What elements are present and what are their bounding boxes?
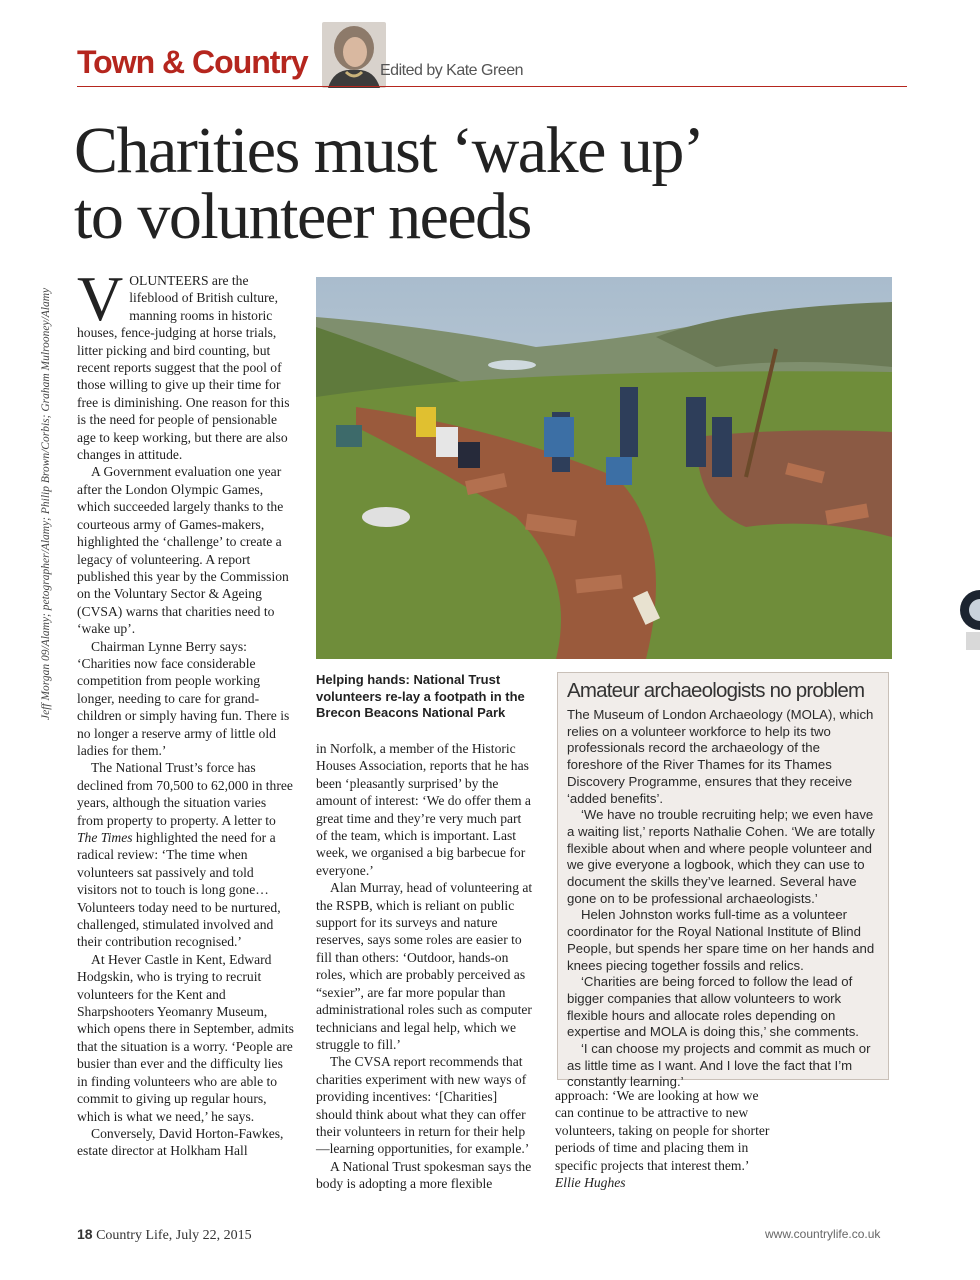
section-rule [77,86,907,87]
sidebar-paragraph: The Museum of London Archaeology (MOLA), which relies on a volunteer workforce to help its two professionals record the archaeology of the foreshore of the River Thames for its Thames Discovery Programme, ensures that they receive ‘added benefits’. [567,707,874,806]
photo-credit: Jeff Morgan 09/Alamy; petographer/Alamy; Philip Brown/Corbis; Graham Mulrooney/Alamy [40,287,52,720]
sidebar-paragraph: Helen Johnston works full-time as a volunteer coordinator for the Royal National Institute of Blind People, but spends her spare time on her hands and knees piecing together fossils and relics. [567,907,875,973]
article-paragraph: A Government evaluation one year after the London Olympic Games, which succeeded largely thanks to the courteous army of Games-makers, highlighted the ‘challenge’ to create a legacy of volunteering. A report published this year by the Commission on the Voluntary Sector & Ageing (CVSA) warns that charities need to ‘wake up’. [77,464,289,637]
page-edge-image [958,580,980,650]
author-signoff: Ellie Hughes [555,1175,626,1191]
article-paragraph: VOLUNTEERS are the lifeblood of British culture, manning rooms in historic houses, fence-judging at horse trials, litter picking and bird counting, but recent reports suggest that the pool of those willing to give up their time for free is diminishing. One reason for this is the need for people of pensionable age to keep working, but there are also changes in attitude. [77,263,290,463]
headline-line-1: Charities must ‘wake up’ [74,114,704,187]
article-paragraph: Chairman Lynne Berry says: ‘Charities now face considerable competition from people working longer, needing to care for grand-children or simply having fun. There is no longer a reserve army of little old ladies for them.’ [77,638,290,758]
sidebar-box [557,672,889,1090]
publication-date: Country Life, July 22, 2015 [92,1228,252,1243]
article-paragraph: Conversely, David Horton-Fawkes, estate director at Holkham Hall [77,1125,284,1159]
article-paragraph: At Hever Castle in Kent, Edward Hodgskin, who is trying to recruit volunteers for the Kent and Sharpshooters Yeomanry Museum, which opens there in September, admits that the situation is a worry. ‘People are busier than ever and the difficulty lies in finding volunteers who are able to commit to giving up regular hours, which is what we need,’ he says. [77,951,294,1124]
article-paragraph: The CVSA report recommends that charities experiment with new ways of providing incentives: ‘[Charities] should think about what they can offer their volunteers in return for their help—learning opportunities, for example.’ [316,1054,530,1157]
page-number: 18 [77,1226,93,1242]
drop-cap: V [77,263,124,334]
photo-caption: Helping hands: National Trust volunteers re-lay a footpath in the Brecon Beacons National Park [316,672,525,720]
section-title: Town & Country [77,44,308,80]
editor-credit: Edited by Kate Green [380,62,523,79]
volunteers-photo [316,277,892,659]
article-paragraph: Alan Murray, head of volunteering at the RSPB, which is reliant on public support for its surveys and nature reserves, says some roles are easier to fill than others: ‘Outdoor, hands-on roles, which are probably perceived as “sexier”, are far more popular than administrational roles such as computer technicians and legal help, which we struggle to fill.’ [316,880,533,1052]
sidebar-title: Amateur archaeologists no problem [567,679,865,702]
website-url: www.countrylife.co.uk [765,1227,881,1241]
article-paragraph: approach: ‘We are looking at how we can continue to be attractive to new volunteers, taking on people for shorter periods of time and placing them in specific projects that interest them.’ [555,1088,770,1173]
article-paragraph: A National Trust spokesman says the body is adopting a more flexible [316,1158,532,1192]
sidebar-paragraph: ‘Charities are being forced to follow the lead of bigger companies that allow volunteers to work flexible hours and allocate roles depending on expertise and MOLA is doing this,’ she comments. [567,974,859,1040]
sidebar-paragraph: ‘We have no trouble recruiting help; we even have a waiting list,’ reports Nathalie Cohen. ‘We are totally flexible about when and where people volunteer and we give everyone a logbook, which they can use to document the skills they’ve learned. Several have gone on to be professional archaeologists.’ [567,807,875,906]
sidebar-paragraph: ‘I can choose my projects and commit as much or as little time as I want. And I love the fact that I’m constantly learning.’ [567,1041,871,1090]
article-column-2 [316,740,535,1193]
article-paragraph: in Norfolk, a member of the Historic Houses Association, reports that he has been ‘pleasantly surprised’ by the amount of interest: ‘We do offer them a great time and they’re very much part of the team, which is important. Last week, we organised a big barbecue for everyone.’ [316,741,531,878]
headline-line-2: to volunteer needs [74,180,531,253]
article-column-1 [77,263,295,1160]
article-column-3 [555,1087,775,1191]
headline [74,114,914,253]
article-paragraph: The National Trust’s force has declined from 70,500 to 62,000 in three years, although the situation varies from property to property. A letter to The Times highlighted the need for a radical review: ‘The time when volunteers sat passively and told visitors not to touch is long gone… Volunteers today need to be nurtured, challenged, stimulated involved and their contribution recognised.’ [77,760,293,950]
folio [77,1226,252,1244]
editor-portrait [322,22,386,88]
